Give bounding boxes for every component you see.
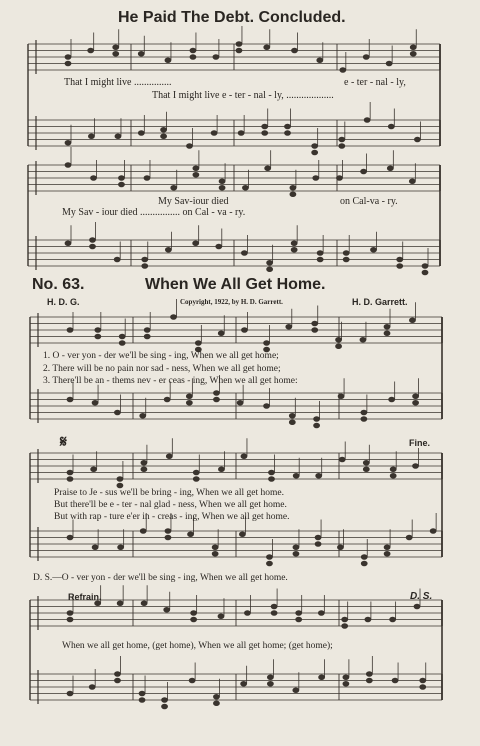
note-head: [161, 127, 167, 132]
note-head: [291, 241, 297, 246]
note-head: [293, 545, 299, 550]
note-head: [343, 681, 349, 686]
note-head: [422, 264, 428, 269]
note-head: [242, 185, 248, 190]
note-head: [312, 321, 318, 326]
note-head: [241, 681, 247, 686]
note-head: [289, 413, 295, 418]
note-head: [67, 477, 73, 482]
note-head: [114, 257, 120, 262]
segno-sign: 𝄋: [60, 434, 67, 451]
note-head: [286, 324, 292, 329]
note-head: [342, 617, 348, 622]
note-head: [237, 400, 243, 405]
note-head: [384, 331, 390, 336]
note-head: [193, 241, 199, 246]
note-head: [414, 604, 420, 609]
note-head: [219, 179, 225, 184]
note-head: [317, 257, 323, 262]
note-head: [290, 185, 296, 190]
note-head: [138, 51, 144, 56]
note-head: [397, 257, 403, 262]
note-head: [171, 185, 177, 190]
note-head: [271, 611, 277, 616]
note-head: [89, 238, 95, 243]
note-head: [290, 192, 296, 197]
note-head: [114, 672, 120, 677]
note-head: [92, 545, 98, 550]
note-head: [239, 532, 245, 537]
note-head: [343, 257, 349, 262]
note-head: [166, 454, 172, 459]
note-head: [213, 397, 219, 402]
note-head: [390, 467, 396, 472]
note-head: [336, 176, 342, 181]
note-head: [211, 131, 217, 136]
note-head: [190, 55, 196, 60]
note-head: [340, 68, 346, 73]
note-head: [114, 410, 120, 415]
note-head: [67, 328, 73, 333]
note-head: [144, 334, 150, 339]
note-head: [413, 464, 419, 469]
note-head: [319, 675, 325, 680]
hymn-number: No. 63.: [32, 276, 85, 293]
note-head: [386, 61, 392, 66]
note-head: [312, 328, 318, 333]
note-head: [343, 675, 349, 680]
note-head: [113, 45, 119, 50]
note-head: [267, 267, 273, 272]
note-head: [165, 529, 171, 534]
note-head: [141, 467, 147, 472]
note-head: [314, 423, 320, 428]
note-head: [315, 542, 321, 547]
note-head: [361, 410, 367, 415]
note-head: [410, 51, 416, 56]
lyric-line: e - ter - nal - ly,: [344, 77, 406, 88]
note-head: [67, 617, 73, 622]
refrain-label: Refrain.: [68, 592, 102, 602]
note-head: [285, 131, 291, 136]
note-head: [241, 328, 247, 333]
note-head: [318, 611, 324, 616]
note-head: [267, 260, 273, 265]
note-head: [236, 42, 242, 47]
note-head: [342, 624, 348, 629]
note-head: [317, 58, 323, 63]
note-head: [218, 614, 224, 619]
note-head: [289, 420, 295, 425]
note-head: [410, 45, 416, 50]
note-head: [144, 328, 150, 333]
note-head: [140, 529, 146, 534]
note-head: [244, 611, 250, 616]
note-head: [213, 391, 219, 396]
note-head: [212, 551, 218, 556]
note-head: [144, 176, 150, 181]
verse-1b: Praise to Je - sus we'll be bring - ing, When we all get home.: [54, 488, 285, 498]
note-head: [213, 55, 219, 60]
note-head: [141, 601, 147, 606]
note-head: [191, 611, 197, 616]
note-head: [264, 404, 270, 409]
note-head: [414, 137, 420, 142]
note-head: [390, 473, 396, 478]
note-head: [413, 400, 419, 405]
note-head: [67, 691, 73, 696]
note-head: [118, 176, 124, 181]
note-head: [264, 341, 270, 346]
copyright: Copyright, 1922, by H. D. Garrett.: [180, 298, 283, 306]
note-head: [89, 685, 95, 690]
note-head: [337, 545, 343, 550]
hymn-title: When We All Get Home.: [145, 276, 326, 293]
lyric-line: on Cal-va - ry.: [340, 196, 398, 207]
note-head: [165, 58, 171, 63]
note-head: [312, 150, 318, 155]
note-head: [139, 698, 145, 703]
note-head: [313, 176, 319, 181]
note-head: [113, 51, 119, 56]
note-head: [361, 169, 367, 174]
note-head: [264, 45, 270, 50]
note-head: [265, 166, 271, 171]
note-head: [189, 678, 195, 683]
note-head: [293, 688, 299, 693]
fine-mark: Fine.: [409, 438, 431, 448]
note-head: [212, 545, 218, 550]
note-head: [218, 467, 224, 472]
note-head: [268, 470, 274, 475]
note-head: [91, 176, 97, 181]
note-head: [142, 257, 148, 262]
verse-2b: But there'll be e - ter - nal glad - ness, When we all get home.: [54, 500, 287, 510]
note-head: [118, 182, 124, 187]
note-head: [420, 678, 426, 683]
note-head: [262, 124, 268, 129]
music-by: H. D. Garrett.: [352, 297, 408, 307]
note-head: [119, 341, 125, 346]
note-head: [422, 270, 428, 275]
note-head: [296, 617, 302, 622]
note-head: [336, 344, 342, 349]
note-head: [65, 61, 71, 66]
note-head: [213, 701, 219, 706]
note-head: [384, 551, 390, 556]
note-head: [316, 473, 322, 478]
note-head: [165, 247, 171, 252]
note-head: [267, 675, 273, 680]
note-head: [140, 413, 146, 418]
ds-mark: D. S.: [410, 591, 433, 602]
note-head: [65, 140, 71, 145]
note-head: [388, 124, 394, 129]
note-head: [315, 535, 321, 540]
note-head: [266, 561, 272, 566]
lyric-line: That I might live e - ter - nal - ly, ...................: [152, 90, 334, 101]
note-head: [186, 400, 192, 405]
note-head: [164, 607, 170, 612]
note-head: [238, 131, 244, 136]
note-head: [271, 604, 277, 609]
note-head: [293, 551, 299, 556]
note-head: [384, 545, 390, 550]
verse-1: 1. O - ver yon - der we'll be sing - ing, When we all get home;: [43, 351, 279, 361]
note-head: [361, 555, 367, 560]
note-head: [171, 315, 177, 320]
note-head: [89, 244, 95, 249]
note-head: [193, 477, 199, 482]
note-head: [241, 454, 247, 459]
note-head: [364, 118, 370, 123]
note-head: [219, 185, 225, 190]
note-head: [91, 467, 97, 472]
note-head: [397, 264, 403, 269]
note-head: [366, 678, 372, 683]
lyric-line: That I might live ...............: [64, 77, 172, 88]
note-head: [413, 394, 419, 399]
note-head: [241, 251, 247, 256]
note-head: [218, 331, 224, 336]
note-head: [117, 477, 123, 482]
note-head: [92, 400, 98, 405]
note-head: [213, 694, 219, 699]
note-head: [420, 685, 426, 690]
note-head: [262, 131, 268, 136]
lyric-line: My Sav-iour died: [158, 196, 229, 207]
note-head: [406, 535, 412, 540]
note-head: [162, 704, 168, 709]
note-head: [384, 324, 390, 329]
note-head: [88, 134, 94, 139]
note-head: [296, 611, 302, 616]
note-head: [216, 244, 222, 249]
note-head: [65, 163, 71, 168]
note-head: [193, 166, 199, 171]
note-head: [142, 264, 148, 269]
verse-3b: But with rap - ture e'er in - creas - ing, When we all get home.: [54, 512, 290, 522]
note-head: [343, 251, 349, 256]
note-head: [360, 337, 366, 342]
note-head: [141, 460, 147, 465]
note-head: [361, 417, 367, 422]
note-head: [317, 251, 323, 256]
note-head: [190, 48, 196, 53]
note-head: [186, 394, 192, 399]
note-head: [371, 247, 377, 252]
note-head: [165, 535, 171, 540]
note-head: [119, 334, 125, 339]
note-head: [95, 334, 101, 339]
note-head: [387, 166, 393, 171]
note-head: [118, 545, 124, 550]
note-head: [339, 144, 345, 149]
note-head: [67, 611, 73, 616]
note-head: [139, 691, 145, 696]
note-head: [161, 134, 167, 139]
note-head: [291, 247, 297, 252]
note-head: [363, 467, 369, 472]
note-head: [188, 532, 194, 537]
note-head: [114, 678, 120, 683]
note-head: [361, 561, 367, 566]
words-by: H. D. G.: [47, 297, 80, 307]
hymn-title: He Paid The Debt. Concluded.: [118, 9, 346, 26]
note-head: [390, 617, 396, 622]
lyric-line: My Sav - iour died ................ on Cal - va - ry.: [62, 207, 246, 218]
note-head: [236, 48, 242, 53]
note-head: [365, 617, 371, 622]
note-head: [162, 698, 168, 703]
note-head: [65, 55, 71, 60]
note-head: [314, 417, 320, 422]
note-head: [186, 144, 192, 149]
note-head: [195, 341, 201, 346]
note-head: [336, 337, 342, 342]
note-head: [164, 397, 170, 402]
verse-3: 3. There'll be an - thems nev - er ceas - ing, When we all get home:: [43, 376, 298, 386]
note-head: [138, 131, 144, 136]
note-head: [409, 318, 415, 323]
note-head: [312, 144, 318, 149]
note-head: [67, 470, 73, 475]
note-head: [67, 535, 73, 540]
note-head: [191, 617, 197, 622]
note-head: [267, 681, 273, 686]
note-head: [363, 460, 369, 465]
note-head: [266, 555, 272, 560]
note-head: [65, 241, 71, 246]
note-head: [117, 601, 123, 606]
note-head: [339, 137, 345, 142]
note-head: [430, 529, 436, 534]
note-head: [292, 48, 298, 53]
note-head: [268, 477, 274, 482]
note-head: [193, 172, 199, 177]
note-head: [285, 124, 291, 129]
note-head: [95, 328, 101, 333]
note-head: [363, 55, 369, 60]
note-head: [338, 394, 344, 399]
note-head: [115, 134, 121, 139]
ds-line: D. S.—O - ver yon - der we'll be sing - ing, When we all get home.: [33, 573, 288, 583]
note-head: [392, 678, 398, 683]
note-head: [67, 397, 73, 402]
note-head: [193, 470, 199, 475]
note-head: [389, 397, 395, 402]
note-head: [88, 48, 94, 53]
note-head: [366, 672, 372, 677]
refrain-lyric: When we all get home, (get home), When we all get home; (get home);: [62, 641, 333, 651]
verse-2: 2. There will be no pain nor sad - ness, When we all get home;: [43, 364, 281, 374]
note-head: [293, 473, 299, 478]
note-head: [339, 457, 345, 462]
note-head: [409, 179, 415, 184]
